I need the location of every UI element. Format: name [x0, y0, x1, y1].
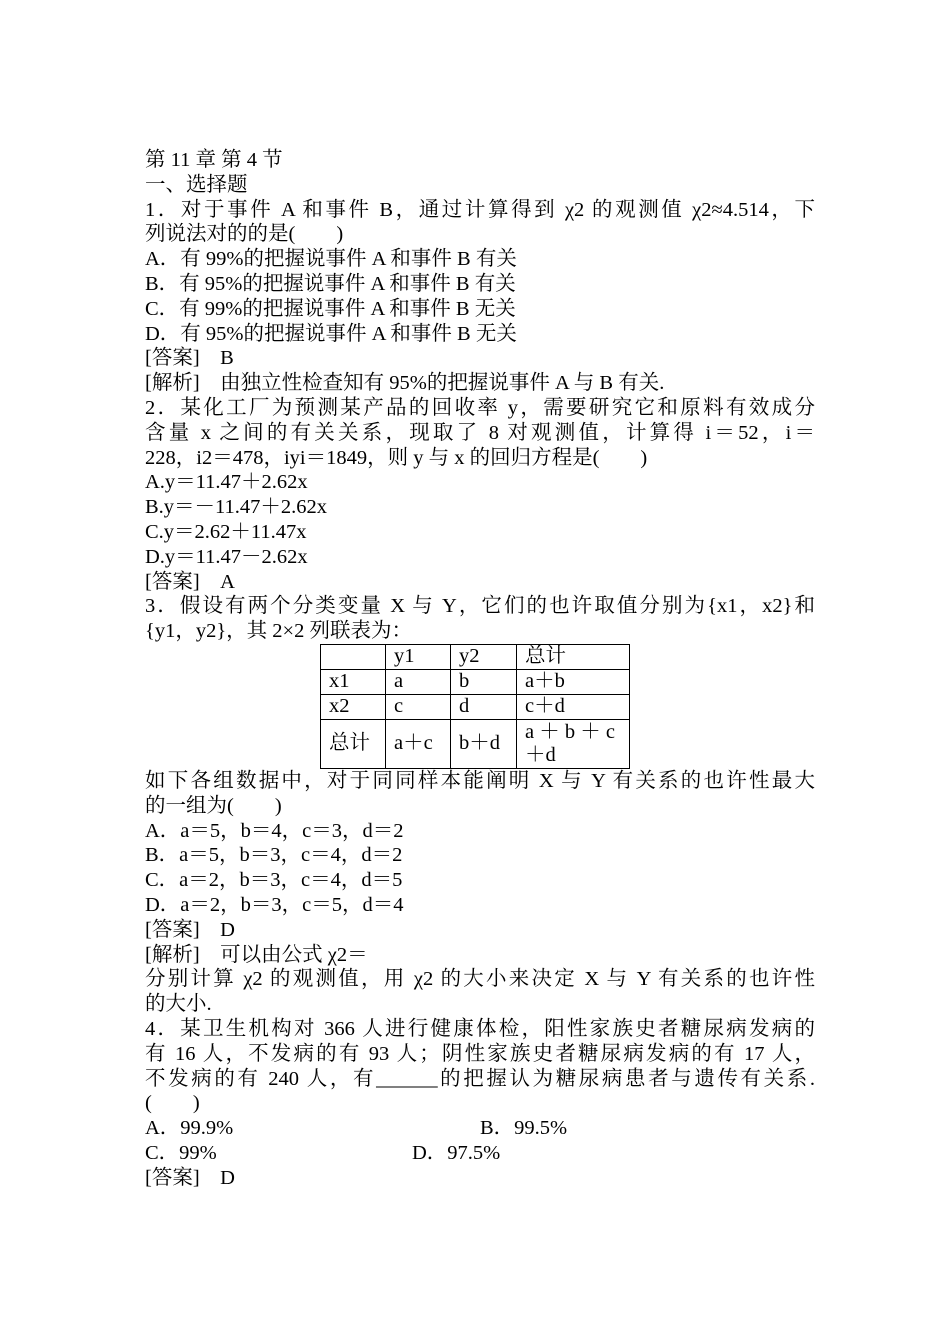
q2-option-d: D.y＝11.47－2.62x — [145, 545, 308, 568]
q1-stem-line-1: 1．对于事件 A 和事件 B，通过计算得到 χ2 的观测值 χ2≈4.514，下 — [145, 198, 815, 221]
table-cell: c — [386, 694, 451, 719]
q4-options-row-2 — [145, 1141, 815, 1166]
q3-stem-line-1: 3．假设有两个分类变量 X 与 Y，它们的也许取值分别为{x1，x2}和 — [145, 595, 815, 618]
q1-option-d: D．有 95%的把握说事件 A 和事件 B 无关 — [145, 322, 517, 345]
q3-option-b: B．a＝5，b＝3，c＝4，d＝2 — [145, 844, 403, 867]
q2-option-c: C.y＝2.62＋11.47x — [145, 520, 307, 543]
contingency-table — [320, 644, 630, 769]
q3-analysis-line-1: [解析] 可以由公式 χ2＝ — [145, 943, 368, 966]
chapter-header: 第 11 章 第 4 节 — [145, 149, 283, 171]
table-cell: b — [451, 669, 517, 694]
table-row — [321, 669, 630, 694]
q3-analysis-line-2: 分别计算 χ2 的观测值，用 χ2 的大小来决定 X 与 Y 有关系的也许性 — [145, 968, 815, 991]
q4-option-c: C．99% — [145, 1141, 217, 1164]
q3-option-a: A．a＝5，b＝4，c＝3，d＝2 — [145, 819, 404, 842]
table-cell: x1 — [321, 669, 386, 694]
q3-option-c: C．a＝2，b＝3，c＝4，d＝5 — [145, 869, 403, 892]
q2-stem-line-1: 2．某化工厂为预测某产品的回收率 y，需要研究它和原料有效成分 — [145, 396, 815, 419]
q1-option-c: C．有 99%的把握说事件 A 和事件 B 无关 — [145, 297, 516, 320]
table-cell — [321, 644, 386, 669]
q2-option-a: A.y＝11.47＋2.62x — [145, 471, 308, 494]
table-cell: b＋d — [451, 719, 517, 768]
q1-option-a: A．有 99%的把握说事件 A 和事件 B 有关 — [145, 248, 517, 271]
q3-option-d: D．a＝2，b＝3，c＝5，d＝4 — [145, 893, 404, 916]
table-cell: c＋d — [517, 694, 630, 719]
q4-option-a: A．99.9% — [145, 1117, 234, 1140]
table-row — [321, 644, 630, 669]
q4-options-row-1 — [145, 1116, 815, 1141]
q1-option-b: B．有 95%的把握说事件 A 和事件 B 有关 — [145, 272, 516, 295]
table-cell: d — [451, 694, 517, 719]
q4-stem-line-4: ( ) — [145, 1092, 200, 1115]
q3-analysis-line-3: 的大小. — [145, 993, 212, 1016]
table-cell: 总计 — [321, 719, 386, 768]
q1-analysis: [解析] 由独立性检查知有 95%的把握说事件 A 与 B 有关. — [145, 372, 665, 395]
q2-option-b: B.y＝－11.47＋2.62x — [145, 496, 328, 519]
q3-after-line-2: 的一组为( ) — [145, 794, 282, 817]
table-cell — [517, 719, 630, 768]
q2-stem-line-3: 228，i2＝478，iyi＝1849，则 y 与 x 的回归方程是( ) — [145, 446, 648, 469]
q2-stem-line-2: 含量 x 之间的有关关系，现取了 8 对观测值，计算得 i＝52，i＝ — [145, 421, 815, 444]
table-cell: x2 — [321, 694, 386, 719]
q1-answer: [答案] B — [145, 347, 234, 370]
table-row — [321, 694, 630, 719]
q4-option-d: D．97.5% — [412, 1141, 501, 1164]
table-cell: a＋c — [386, 719, 451, 768]
total-cell-line-2: ＋d — [525, 743, 556, 766]
table-cell: a — [386, 669, 451, 694]
q4-stem-line-2: 有 16 人，不发病的有 93 人；阴性家族史者糖尿病发病的有 17 人， — [145, 1042, 815, 1065]
q3-stem-line-2: {y1，y2}，其 2×2 列联表为： — [145, 620, 412, 643]
q2-answer: [答案] A — [145, 570, 235, 593]
document-page — [145, 148, 815, 1190]
table-cell: y1 — [386, 644, 451, 669]
q4-stem-line-1: 4．某卫生机构对 366 人进行健康体检，阳性家族史者糖尿病发病的 — [145, 1017, 815, 1040]
q4-stem-line-3: 不发病的有 240 人，有______的把握认为糖尿病患者与遗传有关系. — [145, 1067, 815, 1090]
table-cell: y2 — [451, 644, 517, 669]
total-cell-line-1: a ＋ b ＋ c — [525, 720, 615, 743]
q1-stem-line-2: 列说法对的的是( ) — [145, 223, 344, 246]
table-row — [321, 719, 630, 768]
q3-after-line-1: 如下各组数据中，对于同同样本能阐明 X 与 Y 有关系的也许性最大 — [145, 769, 815, 792]
q4-option-b: B．99.5% — [480, 1117, 568, 1140]
table-cell: 总计 — [517, 644, 630, 669]
q4-answer: [答案] D — [145, 1166, 235, 1189]
q3-answer: [答案] D — [145, 918, 235, 941]
table-cell: a＋b — [517, 669, 630, 694]
section-title: 一、选择题 — [145, 173, 248, 196]
